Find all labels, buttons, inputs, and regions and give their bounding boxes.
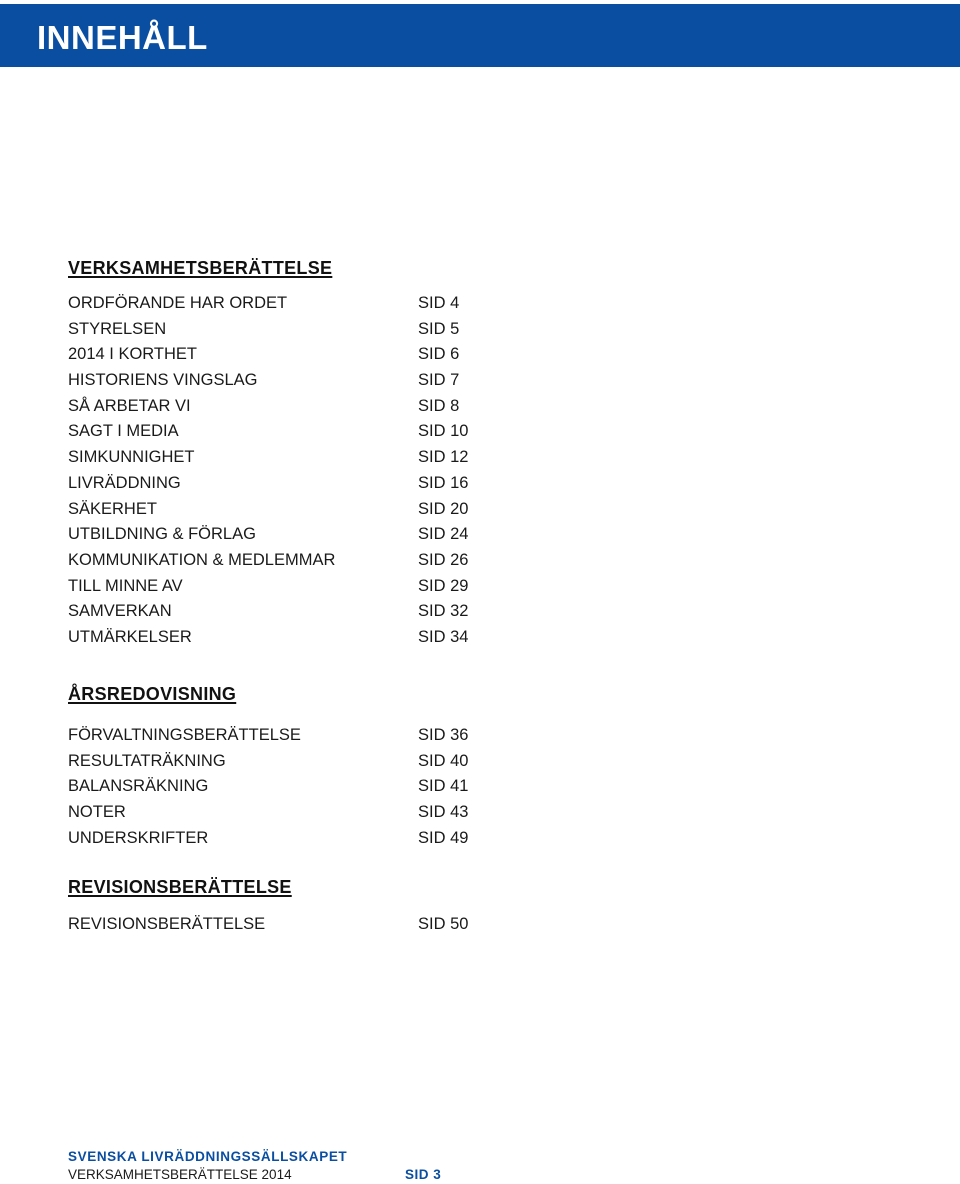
toc-entry-title: 2014 I KORTHET xyxy=(68,345,197,364)
footer-organization: SVENSKA LIVRÄDDNINGSSÄLLSKAPET xyxy=(68,1149,348,1164)
toc-entry[interactable] xyxy=(68,774,488,800)
toc-entry[interactable] xyxy=(68,342,488,368)
toc-entry-page: SID 5 xyxy=(418,319,460,338)
footer-line xyxy=(68,1166,468,1184)
toc-entry-page: SID 6 xyxy=(418,345,460,364)
toc-list xyxy=(68,291,488,651)
toc-entry-page: SID 40 xyxy=(418,751,469,770)
toc-entry[interactable] xyxy=(68,522,488,548)
toc-entry-title: SÄKERHET xyxy=(68,499,157,518)
toc-entry[interactable] xyxy=(68,445,488,471)
toc-entry-page: SID 36 xyxy=(418,726,469,744)
toc-entry[interactable] xyxy=(68,723,488,749)
page-footer xyxy=(68,1148,468,1184)
footer-page-number: SID 3 xyxy=(405,1167,442,1182)
toc-entry-title: KOMMUNIKATION & MEDLEMMAR xyxy=(68,550,336,569)
toc-section-verksamhetsberattelse xyxy=(68,257,488,651)
toc-entry-page: SID 32 xyxy=(418,602,469,621)
toc-entry[interactable] xyxy=(68,749,488,775)
toc-entry-page: SID 10 xyxy=(418,422,469,441)
toc-entry-title: STYRELSEN xyxy=(68,319,167,338)
toc-entry-title: TILL MINNE AV xyxy=(68,576,183,595)
toc-list xyxy=(68,912,488,938)
toc-entry[interactable] xyxy=(68,574,488,600)
toc-entry-title: SIMKUNNIGHET xyxy=(68,448,195,467)
toc-entry[interactable] xyxy=(68,471,488,497)
toc-entry-title: SAGT I MEDIA xyxy=(68,422,179,441)
toc-entry-page: SID 7 xyxy=(418,371,460,390)
toc-entry[interactable] xyxy=(68,599,488,625)
toc-entry[interactable] xyxy=(68,394,488,420)
toc-entry-title: RESULTATRÄKNING xyxy=(68,751,226,770)
toc-entry-page: SID 16 xyxy=(418,473,469,492)
toc-entry-title: UTBILDNING & FÖRLAG xyxy=(68,525,256,544)
toc-entry-page: SID 29 xyxy=(418,576,469,595)
toc-entry-page: SID 20 xyxy=(418,499,469,518)
toc-entry[interactable] xyxy=(68,625,488,651)
toc-entry-page: SID 12 xyxy=(418,448,469,467)
toc-entry-page: SID 34 xyxy=(418,627,469,646)
page-title: INNEHÅLL xyxy=(37,19,208,56)
toc-section-arsredovisning xyxy=(68,683,488,851)
toc-entry-page: SID 49 xyxy=(418,828,469,847)
toc-list xyxy=(68,723,488,851)
toc-entry[interactable] xyxy=(68,912,488,938)
toc-entry-title: UTMÄRKELSER xyxy=(68,627,192,646)
toc-entry[interactable] xyxy=(68,497,488,523)
toc-entry-title: SÅ ARBETAR VI xyxy=(68,396,191,415)
toc-entry[interactable] xyxy=(68,800,488,826)
toc-entry-page: SID 8 xyxy=(418,396,460,415)
toc-entry-title: LIVRÄDDNING xyxy=(68,473,181,492)
toc-entry-page: SID 50 xyxy=(418,915,469,933)
toc-entry[interactable] xyxy=(68,368,488,394)
toc-entry-title: HISTORIENS VINGSLAG xyxy=(68,371,258,390)
toc-entry[interactable] xyxy=(68,291,488,317)
toc-entry-title: SAMVERKAN xyxy=(68,602,172,621)
toc-entry-page: SID 26 xyxy=(418,550,469,569)
section-heading: ÅRSREDOVISNING xyxy=(68,684,237,704)
toc-entry[interactable] xyxy=(68,826,488,852)
section-heading: VERKSAMHETSBERÄTTELSE xyxy=(68,258,333,278)
toc-entry-title: REVISIONSBERÄTTELSE xyxy=(68,915,266,933)
toc-entry-title: BALANSRÄKNING xyxy=(68,777,209,796)
toc-section-revisionsberattelse xyxy=(68,876,488,938)
toc-entry-page: SID 4 xyxy=(418,294,460,312)
toc-entry-page: SID 43 xyxy=(418,803,469,822)
toc-entry[interactable] xyxy=(68,317,488,343)
toc-entry-title: NOTER xyxy=(68,803,126,822)
toc-entry-title: ORDFÖRANDE HAR ORDET xyxy=(68,294,288,312)
toc-entry[interactable] xyxy=(68,419,488,445)
toc-entry-page: SID 41 xyxy=(418,777,469,796)
toc-entry-page: SID 24 xyxy=(418,525,469,544)
toc-entry-title: FÖRVALTNINGSBERÄTTELSE xyxy=(68,726,301,744)
toc-entry-title: UNDERSKRIFTER xyxy=(68,828,209,847)
header-bar xyxy=(0,4,960,67)
toc-entry[interactable] xyxy=(68,548,488,574)
section-heading: REVISIONSBERÄTTELSE xyxy=(68,877,292,897)
footer-document-title: VERKSAMHETSBERÄTTELSE 2014 xyxy=(68,1167,292,1182)
